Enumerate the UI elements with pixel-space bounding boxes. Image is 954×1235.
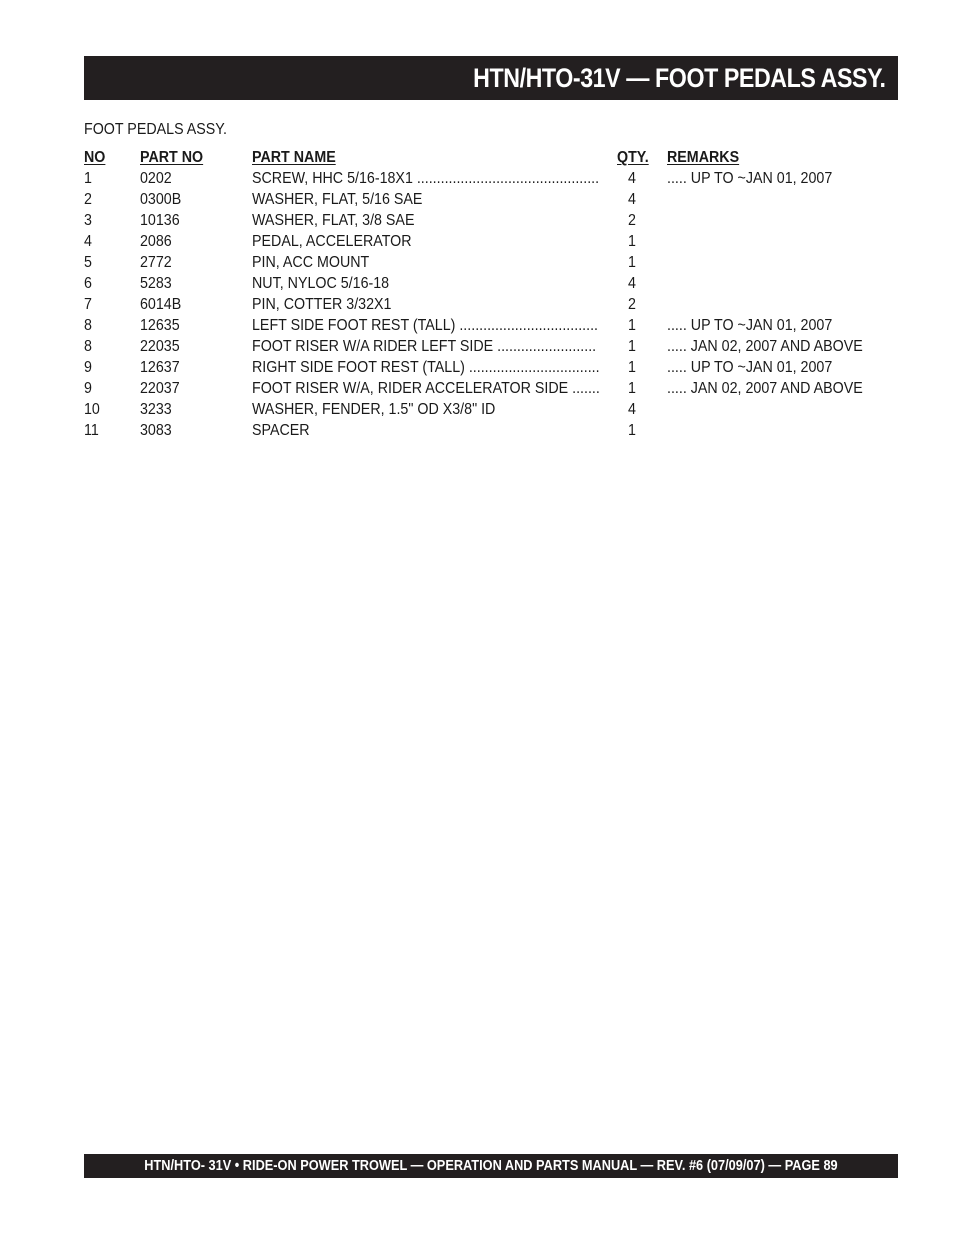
table-row — [84, 315, 898, 336]
cell-part-no: 10136 — [140, 212, 180, 229]
cell-part-name: PIN, COTTER 3/32X1 — [252, 296, 392, 313]
cell-part-no: 0300B — [140, 191, 182, 208]
section-label: FOOT PEDALS ASSY. — [84, 121, 227, 138]
table-header-row — [84, 147, 898, 168]
page-title: HTN/HTO-31V — FOOT PEDALS ASSY. — [473, 62, 886, 93]
cell-part-no: 3083 — [140, 422, 172, 439]
footer-text: HTN/HTO- 31V • RIDE-ON POWER TROWEL — OPERATION AND PARTS MANUAL — REV. #6 (07/09/07) — PAGE 89 — [144, 1158, 838, 1174]
cell-no: 11 — [84, 422, 99, 439]
cell-part-no: 2086 — [140, 233, 172, 250]
cell-part-no: 3233 — [140, 401, 172, 418]
cell-no: 3 — [84, 212, 92, 229]
cell-no: 9 — [84, 359, 92, 376]
table-row — [84, 357, 898, 378]
cell-qty: 1 — [628, 422, 636, 439]
cell-part-no: 5283 — [140, 275, 172, 292]
cell-no: 10 — [84, 401, 100, 418]
column-header-remarks: REMARKS — [667, 149, 740, 166]
cell-remarks: ..... UP TO ~JAN 01, 2007 — [667, 359, 833, 376]
column-header-part-name: PART NAME — [252, 149, 336, 166]
cell-qty: 1 — [628, 317, 636, 334]
cell-remarks: ..... UP TO ~JAN 01, 2007 — [667, 317, 833, 334]
table-row — [84, 399, 898, 420]
cell-part-name: SPACER — [252, 422, 310, 439]
table-row — [84, 273, 898, 294]
column-header-qty: QTY. — [617, 149, 649, 166]
cell-part-name: SCREW, HHC 5/16-18X1 .............................................. — [252, 170, 600, 187]
cell-remarks: ..... JAN 02, 2007 AND ABOVE — [667, 380, 863, 397]
cell-part-name: PEDAL, ACCELERATOR — [252, 233, 412, 250]
cell-part-name: WASHER, FLAT, 3/8 SAE — [252, 212, 415, 229]
cell-part-no: 22037 — [140, 380, 180, 397]
cell-no: 8 — [84, 338, 92, 355]
cell-part-name: WASHER, FLAT, 5/16 SAE — [252, 191, 423, 208]
cell-qty: 4 — [628, 401, 636, 418]
cell-qty: 4 — [628, 275, 636, 292]
cell-part-name: NUT, NYLOC 5/16-18 — [252, 275, 390, 292]
cell-no: 6 — [84, 275, 92, 292]
cell-no: 5 — [84, 254, 92, 271]
cell-part-name: PIN, ACC MOUNT — [252, 254, 370, 271]
table-row — [84, 336, 898, 357]
cell-qty: 1 — [628, 254, 636, 271]
cell-qty: 4 — [628, 191, 636, 208]
cell-qty: 1 — [628, 338, 636, 355]
cell-remarks: ..... JAN 02, 2007 AND ABOVE — [667, 338, 863, 355]
cell-part-name: RIGHT SIDE FOOT REST (TALL) ................................. — [252, 359, 600, 376]
table-row — [84, 294, 898, 315]
cell-part-no: 12637 — [140, 359, 180, 376]
cell-no: 7 — [84, 296, 92, 313]
cell-no: 2 — [84, 191, 92, 208]
column-header-no: NO — [84, 149, 106, 166]
cell-no: 1 — [84, 170, 92, 187]
cell-qty: 1 — [628, 233, 636, 250]
table-row — [84, 420, 898, 441]
cell-qty: 2 — [628, 212, 636, 229]
table-body — [84, 168, 898, 441]
table-row — [84, 231, 898, 252]
table-row — [84, 168, 898, 189]
column-header-part-no: PART NO — [140, 149, 204, 166]
cell-no: 8 — [84, 317, 92, 334]
table-row — [84, 210, 898, 231]
page-footer — [84, 1154, 898, 1178]
cell-qty: 4 — [628, 170, 636, 187]
cell-part-name: FOOT RISER W/A, RIDER ACCELERATOR SIDE ....... — [252, 380, 600, 397]
cell-part-name: FOOT RISER W/A RIDER LEFT SIDE ......................... — [252, 338, 597, 355]
page-title-bar — [84, 56, 898, 100]
parts-table — [84, 147, 898, 441]
cell-qty: 1 — [628, 359, 636, 376]
cell-part-no: 22035 — [140, 338, 180, 355]
cell-part-no: 0202 — [140, 170, 172, 187]
cell-no: 9 — [84, 380, 92, 397]
cell-part-no: 6014B — [140, 296, 182, 313]
cell-part-no: 2772 — [140, 254, 172, 271]
cell-part-name: WASHER, FENDER, 1.5" OD X3/8" ID — [252, 401, 496, 418]
table-row — [84, 189, 898, 210]
cell-part-name: LEFT SIDE FOOT REST (TALL) ................................... — [252, 317, 599, 334]
cell-no: 4 — [84, 233, 92, 250]
cell-part-no: 12635 — [140, 317, 180, 334]
table-row — [84, 252, 898, 273]
table-row — [84, 378, 898, 399]
cell-remarks: ..... UP TO ~JAN 01, 2007 — [667, 170, 833, 187]
cell-qty: 2 — [628, 296, 636, 313]
cell-qty: 1 — [628, 380, 636, 397]
